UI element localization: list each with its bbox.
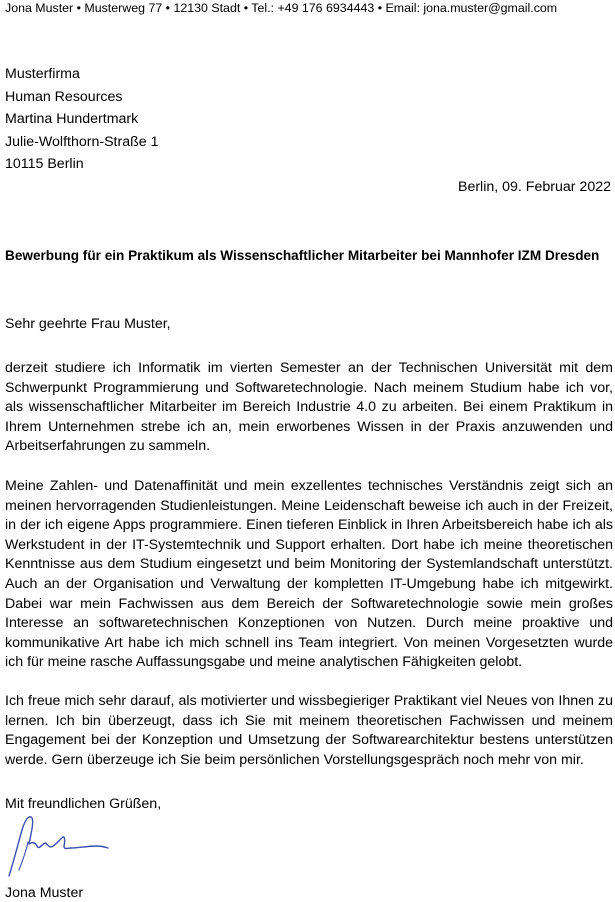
handwritten-signature: [4, 812, 114, 878]
recipient-company: Musterfirma: [5, 66, 80, 82]
closing-phrase: Mit freundlichen Grüßen,: [5, 796, 162, 812]
recipient-city: 10115 Berlin: [5, 156, 84, 173]
body-paragraph-2: Meine Zahlen- und Datenaffinität und mein exzellentes technisches Verständnis zeigt sich an meinen hervorragenden Studienleistungen. Meine Leidenschaft beweise ich auch in der Freizeit, in der ich eigene Apps programmiere. Einen tieferen Einblick in Ihren Arbeitsbereich habe ich als Werkstudent in der IT-Systemtechnik und Support erhalten. Dort habe ich meine theoretischen Kenntnisse aus dem Studium eingesetzt und beim Monitoring der Systemlandschaft unterstützt. Auch an der Organisation und Verwaltung der kompletten IT-Umgebung habe ich mitgewirkt. Dabei war mein Fachwissen aus dem Bereich der Softwaretechnologie sowie mein großes Interesse an softwaretechnischen Konzeptionen von Nutzen. Durch meine proaktive und kommunikative Art habe ich mich schnell ins Team integriert. Von meinen Vorgesetzten wurde ich für meine rasche Auffassungsgabe und meine analytischen Fähigkeiten gelobt.: [5, 478, 613, 671]
letter-date: Berlin, 09. Februar 2022: [457, 179, 611, 195]
recipient-contact: Martina Hundertmark: [5, 111, 139, 128]
signature-stroke: [9, 817, 108, 876]
signer-name: Jona Muster: [5, 885, 84, 901]
recipient-address-block: [5, 63, 159, 176]
recipient-department: Human Resources: [5, 88, 123, 105]
salutation: Sehr geehrte Frau Muster,: [5, 316, 171, 332]
body-paragraph-3: Ich freue mich sehr darauf, als motivierter und wissbegieriger Praktikant viel Neues von Ihnen zu lernen. Ich bin überzeugt, dass ich Sie mit meinem theoretischen Fachwissen und meinem Engagement bei der Konzeption und Umsetzung der Softwarearchitektur bestens unterstützen werde. Gern überzeuge ich Sie beim persönlichen Vorstellungsgespräch noch mehr von mir.: [5, 693, 613, 768]
recipient-street: Julie-Wolfthorn-Straße 1: [5, 133, 159, 150]
letter-subject: Bewerbung für ein Praktikum als Wissenschaftlicher Mitarbeiter bei Mannhofer IZM Dresden: [5, 248, 600, 263]
signature-flourish: [19, 842, 28, 870]
body-paragraph-1: derzeit studiere ich Informatik im vierten Semester an der Technischen Universität mit dem Schwerpunkt Programmierung und Softwaretechnologie. Nach meinem Studium habe ich vor, als wissenschaftlicher Mitarbeiter im Bereich Industrie 4.0 zu arbeiten. Bei einem Praktikum in Ihrem Unternehmen strebe ich an, mein erworbenes Wissen in der Praxis anzuwenden und Arbeitserfahrungen zu sammeln.: [5, 360, 613, 455]
sender-address-line: Jona Muster • Musterweg 77 • 12130 Stadt • Tel.: +49 176 6934443 • Email: jona.muster@gmail.com: [5, 1, 558, 15]
